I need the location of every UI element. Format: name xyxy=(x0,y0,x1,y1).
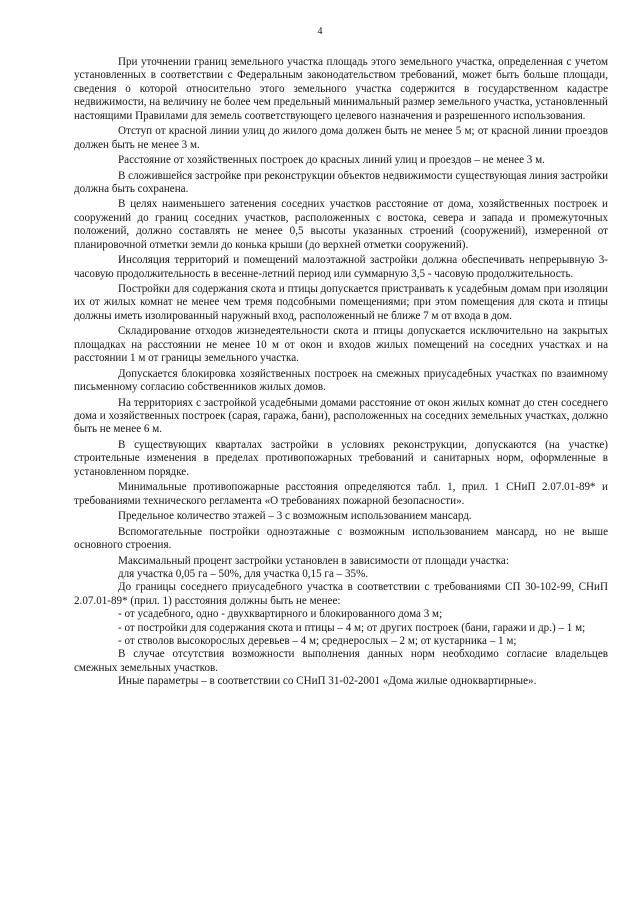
paragraph: В целях наименьшего затенения соседних участков расстояние от дома, хозяйственных построек и сооружений до границ соседних участков, расположенных с востока, севера и запада и промежуточных положений, должно составлять не менее 0,5 высоты указанных строений (сооружений), измеренной от планировочной отметки земли до конька крыши (до верхней отметки сооружений). xyxy=(74,198,608,251)
paragraph: для участка 0,05 га – 50%, для участка 0,15 га – 35%. xyxy=(118,567,369,580)
paragraph: Иные параметры – в соответствии со СНиП 31-02-2001 «Дома жилые одноквартирные». xyxy=(118,675,537,688)
paragraph: При уточнении границ земельного участка площадь этого земельного участка, определенная с учетом установленных в соответствии с Федеральным законодательством требований, может быть больше площади, сведения о которой относительно этого земельного участка содержится в государственном кадастре недвижимости, на величину не более чем предельный минимальный размер земельного участка, установленный настоящими Правилами для земель соответствующего целевого назначения и разрешенного использования. xyxy=(74,56,608,122)
document-body xyxy=(74,56,608,689)
paragraph: Вспомогательные постройки одноэтажные с возможным использованием мансард, но не выше основного строения. xyxy=(74,525,608,552)
paragraph: В существующих кварталах застройки в условиях реконструкции, допускаются (на участке) строительные изменения в пределах противопожарных требований и санитарных норм, оформленные в установленном порядке. xyxy=(74,438,608,478)
paragraph: В случае отсутствия возможности выполнения данных норм необходимо согласие владельцев смежных земельных участков. xyxy=(74,648,608,674)
paragraph: До границы соседнего приусадебного участка в соответствии с требованиями СП 30-102-99, СНиП 2.07.01-89* (прил. 1) расстояния должны быть не менее: xyxy=(74,581,608,607)
paragraph: Постройки для содержания скота и птицы допускается пристраивать к усадебным домам при изоляции их от жилых комнат не менее чем тремя подсобными помещениями; при этом помещения для скота и птицы должны иметь изолированный наружный вход, расположенный не ближе 7 м от входа в дом. xyxy=(74,283,608,322)
paragraph: Инсоляция территорий и помещений малоэтажной застройки должна обеспечивать непрерывную 3-часовую продолжительность в весенне-летний период или суммарную 3,5 - часовую продолжительность. xyxy=(74,254,608,280)
list-item: - от постройки для содержания скота и птицы – 4 м; от других построек (бани, гаражи и др.) – 1 м; xyxy=(118,621,586,634)
paragraph: Минимальные противопожарные расстояния определяются табл. 1, прил. 1 СНиП 2.07.01-89* и требованиями технического регламента «О требованиях пожарной безопасности». xyxy=(74,481,608,507)
paragraph: Расстояние от хозяйственных построек до красных линий улиц и проездов – не менее 3 м. xyxy=(118,154,545,167)
page-number: 4 xyxy=(317,26,323,37)
paragraph: Максимальный процент застройки установлен в зависимости от площади участка: xyxy=(118,554,509,567)
paragraph: Отступ от красной линии улиц до жилого дома должен быть не менее 5 м; от красной линии проездов должен быть не менее 3 м. xyxy=(74,125,608,151)
paragraph: Допускается блокировка хозяйственных построек на смежных приусадебных участках по взаимному письменному согласию собственников жилых домов. xyxy=(74,367,608,394)
list-item: - от стволов высокорослых деревьев – 4 м; среднерослых – 2 м; от кустарника – 1 м; xyxy=(118,634,517,647)
list-item: - от усадебного, одно - двухквартирного и блокированного дома 3 м; xyxy=(118,608,443,621)
paragraph: Складирование отходов жизнедеятельности скота и птицы допускается исключительно на закрытых площадках на расстоянии не менее 10 м от окон и входов жилых помещений на соседних участках и на расстоянии 1 м от границы земельного участка. xyxy=(74,325,608,365)
paragraph: В сложившейся застройке при реконструкции объектов недвижимости существующая линия застройки должна быть сохранена. xyxy=(74,169,609,195)
paragraph: На территориях с застройкой усадебными домами расстояние от окон жилых комнат до стен соседнего дома и хозяйственных построек (сарая, гаража, бани), расположенных на соседних земельных участках, должно быть не менее 6 м. xyxy=(74,396,608,436)
paragraph: Предельное количество этажей – 3 с возможным использованием мансард. xyxy=(118,510,472,523)
